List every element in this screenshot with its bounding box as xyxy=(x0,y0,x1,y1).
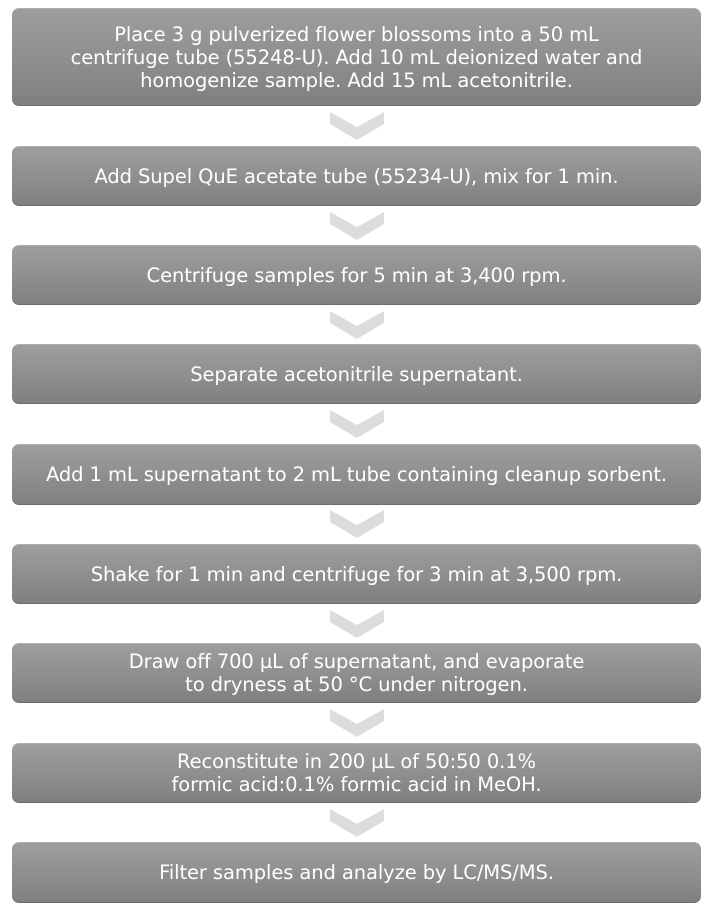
chevron-down-icon xyxy=(330,311,384,339)
step-9-text: Filter samples and analyze by LC/MS/MS. xyxy=(159,861,554,884)
step-8-box xyxy=(12,743,701,803)
step-3-box xyxy=(12,245,701,305)
step-7-box xyxy=(12,643,701,703)
step-4-text: Separate acetonitrile supernatant. xyxy=(190,362,523,386)
step-1-text: Place 3 g pulverized flower blossoms into a 50 mL centrifuge tube (55248-U). Add 10 mL deionized water and homogenize sample. Add 15 mL acetonitrile. xyxy=(70,22,643,92)
step-2-box xyxy=(12,146,701,206)
step-9-box xyxy=(12,842,701,903)
chevron-down-icon xyxy=(330,809,384,837)
step-5-text: Add 1 mL supernatant to 2 mL tube containing cleanup sorbent. xyxy=(45,463,667,486)
step-1-box xyxy=(12,8,701,106)
step-6-box xyxy=(12,544,701,604)
chevron-down-icon xyxy=(330,112,384,140)
chevron-down-icon xyxy=(330,212,384,240)
step-5-box xyxy=(12,444,701,505)
step-8-text: Reconstitute in 200 µL of 50:50 0.1% formic acid:0.1% formic acid in MeOH. xyxy=(171,750,542,796)
step-7-text: Draw off 700 µL of supernatant, and evaporate to dryness at 50 °C under nitrogen. xyxy=(128,650,585,696)
chevron-down-icon xyxy=(330,410,384,438)
chevron-down-icon xyxy=(330,709,384,737)
step-4-box xyxy=(12,344,701,404)
step-6-text: Shake for 1 min and centrifuge for 3 min at 3,500 rpm. xyxy=(90,562,623,586)
chevron-down-icon xyxy=(330,510,384,538)
step-2-text: Add Supel QuE acetate tube (55234-U), mix for 1 min. xyxy=(94,164,619,188)
step-3-text: Centrifuge samples for 5 min at 3,400 rpm. xyxy=(146,263,567,287)
chevron-down-icon xyxy=(330,610,384,638)
